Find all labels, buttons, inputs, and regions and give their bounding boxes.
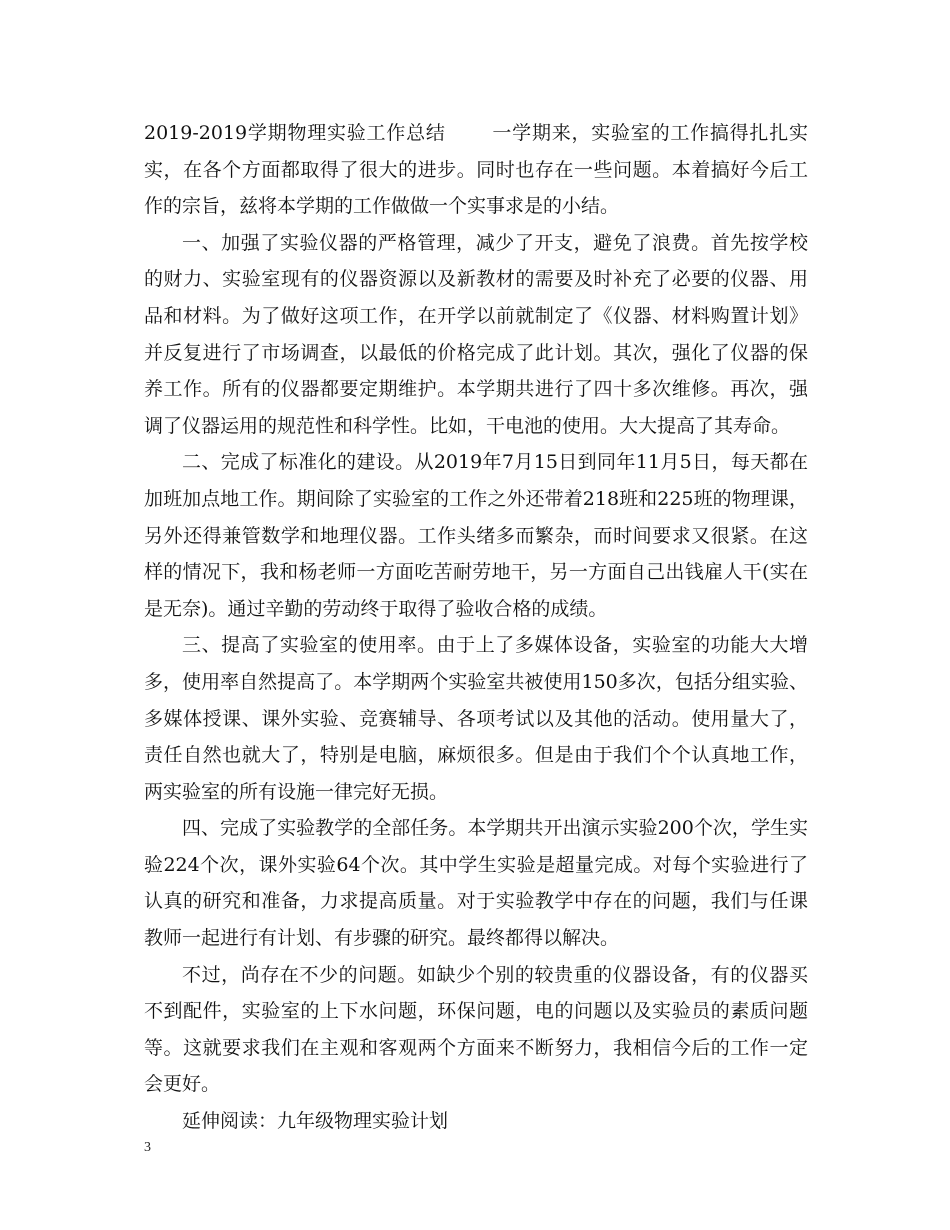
document-body [144, 115, 808, 1140]
further-reading-link: 延伸阅读：九年级物理实验计划 [182, 1110, 449, 1133]
paragraph-6: 不过，尚存在不少的问题。如缺少个别的较贵重的仪器设备，有的仪器买不到配件，实验室的上下水问题，环保问题，电的问题以及实验员的素质问题等。这就要求我们在主观和客观两个方面来不断努力，我相信今后的工作一定会更好。 [144, 963, 808, 1096]
paragraph-3: 二、完成了标准化的建设。从2019年7月15日到同年11月5日，每天都在加班加点地工作。期间除了实验室的工作之外还带着218班和225班的物理课，另外还得兼管数学和地理仪器。工作头绪多而繁杂，而时间要求又很紧。在这样的情况下，我和杨老师一方面吃苦耐劳地干，另一方面自己出钱雇人干(实在是无奈)。通过辛勤的劳动终于取得了验收合格的成绩。 [144, 451, 808, 620]
paragraph-1-text: 一学期来，实验室的工作搞得扎扎实实，在各个方面都取得了很大的进步。同时也存在一些问题。本着搞好今后工作的宗旨，兹将本学期的工作做做一个实事求是的小结。 [144, 122, 808, 218]
intro-paragraph [144, 115, 808, 225]
page-number: 3 [144, 1140, 151, 1155]
paragraph-2: 一、加强了实验仪器的严格管理，减少了开支，避免了浪费。首先按学校的财力、实验室现有的仪器资源以及新教材的需要及时补充了必要的仪器、用品和材料。为了做好这项工作，在开学以前就制定了《仪器、材料购置计划》并反复进行了市场调查，以最低的价格完成了此计划。其次，强化了仪器的保养工作。所有的仪器都要定期维护。本学期共进行了四十多次维修。再次，强调了仪器运用的规范性和科学性。比如，干电池的使用。大大提高了其寿命。 [144, 231, 808, 437]
paragraph-5: 四、完成了实验教学的全部任务。本学期共开出演示实验200个次，学生实验224个次，课外实验64个次。其中学生实验是超量完成。对每个实验进行了认真的研究和准备，力求提高质量。对于实验教学中存在的问题，我们与任课教师一起进行有计划、有步骤的研究。最终都得以解决。 [144, 817, 808, 950]
document-title: 2019-2019学期物理实验工作总结 [144, 122, 446, 144]
paragraph-4: 三、提高了实验室的使用率。由于上了多媒体设备，实验室的功能大大增多，使用率自然提高了。本学期两个实验室共被使用150多次，包括分组实验、多媒体授课、课外实验、竞赛辅导、各项考试以及其他的活动。使用量大了，责任自然也就大了，特别是电脑，麻烦很多。但是由于我们个个认真地工作，两实验室的所有设施一律完好无损。 [144, 634, 808, 803]
